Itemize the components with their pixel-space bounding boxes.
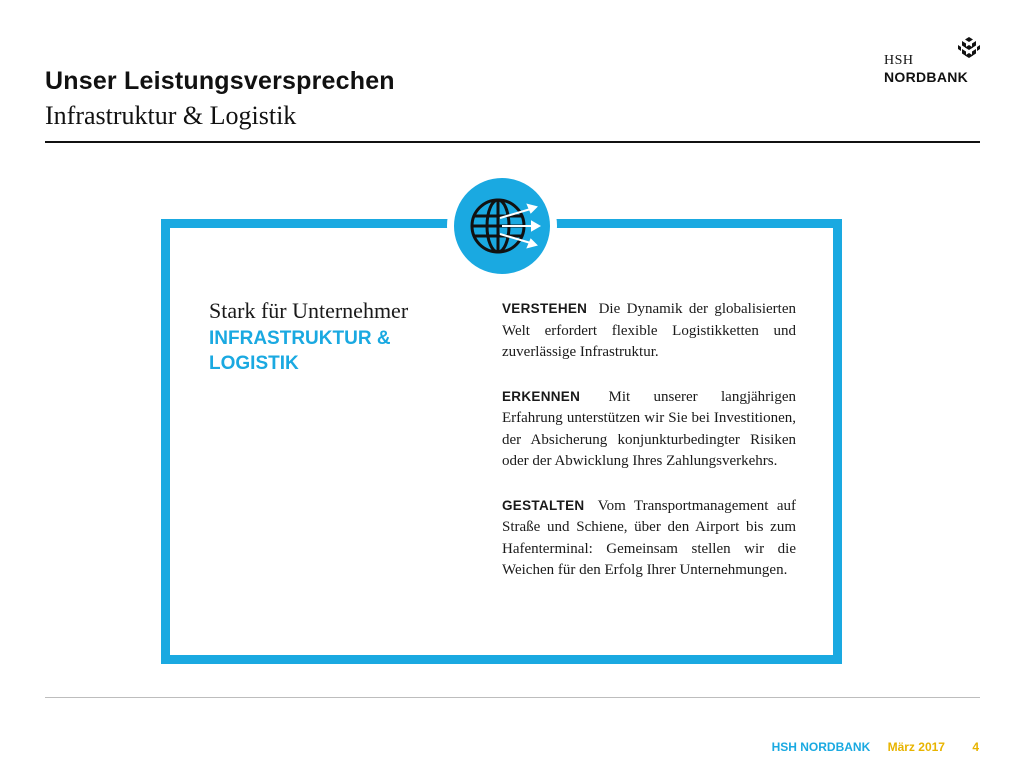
keyword-verstehen: VERSTEHEN: [502, 301, 588, 316]
footer-date: März 2017: [887, 740, 945, 754]
paragraph-gestalten-text: Vom Transportmanagement auf Straße und Schiene, über den Airport bis zum Hafenterminal: Gemeinsam stellen wir die Weichen für den Erfolg Ihrer Unternehmungen.: [502, 497, 796, 578]
keyword-erkennen: ERKENNEN: [502, 388, 581, 404]
sector-title: [209, 326, 439, 376]
title-divider: [45, 141, 980, 143]
logo-hsh-text: HSH: [884, 53, 914, 68]
hsh-nordbank-cube-icon: [958, 37, 980, 61]
card-left-column: [209, 298, 439, 376]
card-right-column: [502, 298, 796, 604]
footer: [772, 740, 979, 754]
page-number: 4: [972, 740, 979, 754]
footer-divider: [45, 697, 980, 698]
logo: [884, 37, 984, 87]
card-heading: Stark für Unternehmer: [209, 298, 409, 323]
globe-arrows-icon: [454, 178, 550, 274]
sector-title-line2: LOGISTIK: [209, 353, 299, 374]
globe-badge: [447, 171, 557, 281]
paragraph-verstehen: [502, 298, 796, 364]
paragraph-erkennen-text: Mit unserer langjährigen Erfahrung unterstützen wir Sie bei Investitionen, der Absicherung konjunkturbedingter Risiken oder der Abwicklung Ihres Zahlungsverkehrs.: [502, 388, 796, 469]
slide-title: Unser Leistungsversprechen: [45, 67, 395, 95]
paragraph-erkennen: [502, 386, 796, 473]
logo-nordbank-text: NORDBANK: [884, 69, 969, 85]
paragraph-gestalten: [502, 495, 796, 582]
keyword-gestalten: GESTALTEN: [502, 497, 585, 513]
footer-brand: HSH NORDBANK: [771, 740, 871, 754]
sector-title-line1: INFRASTRUKTUR &: [209, 328, 391, 349]
slide-subtitle: Infrastruktur & Logistik: [45, 101, 297, 130]
paragraph-verstehen-text: Die Dynamik der globalisierten Welt erfordert flexible Logistikketten und zuverlässige Infrastruktur.: [502, 301, 796, 360]
